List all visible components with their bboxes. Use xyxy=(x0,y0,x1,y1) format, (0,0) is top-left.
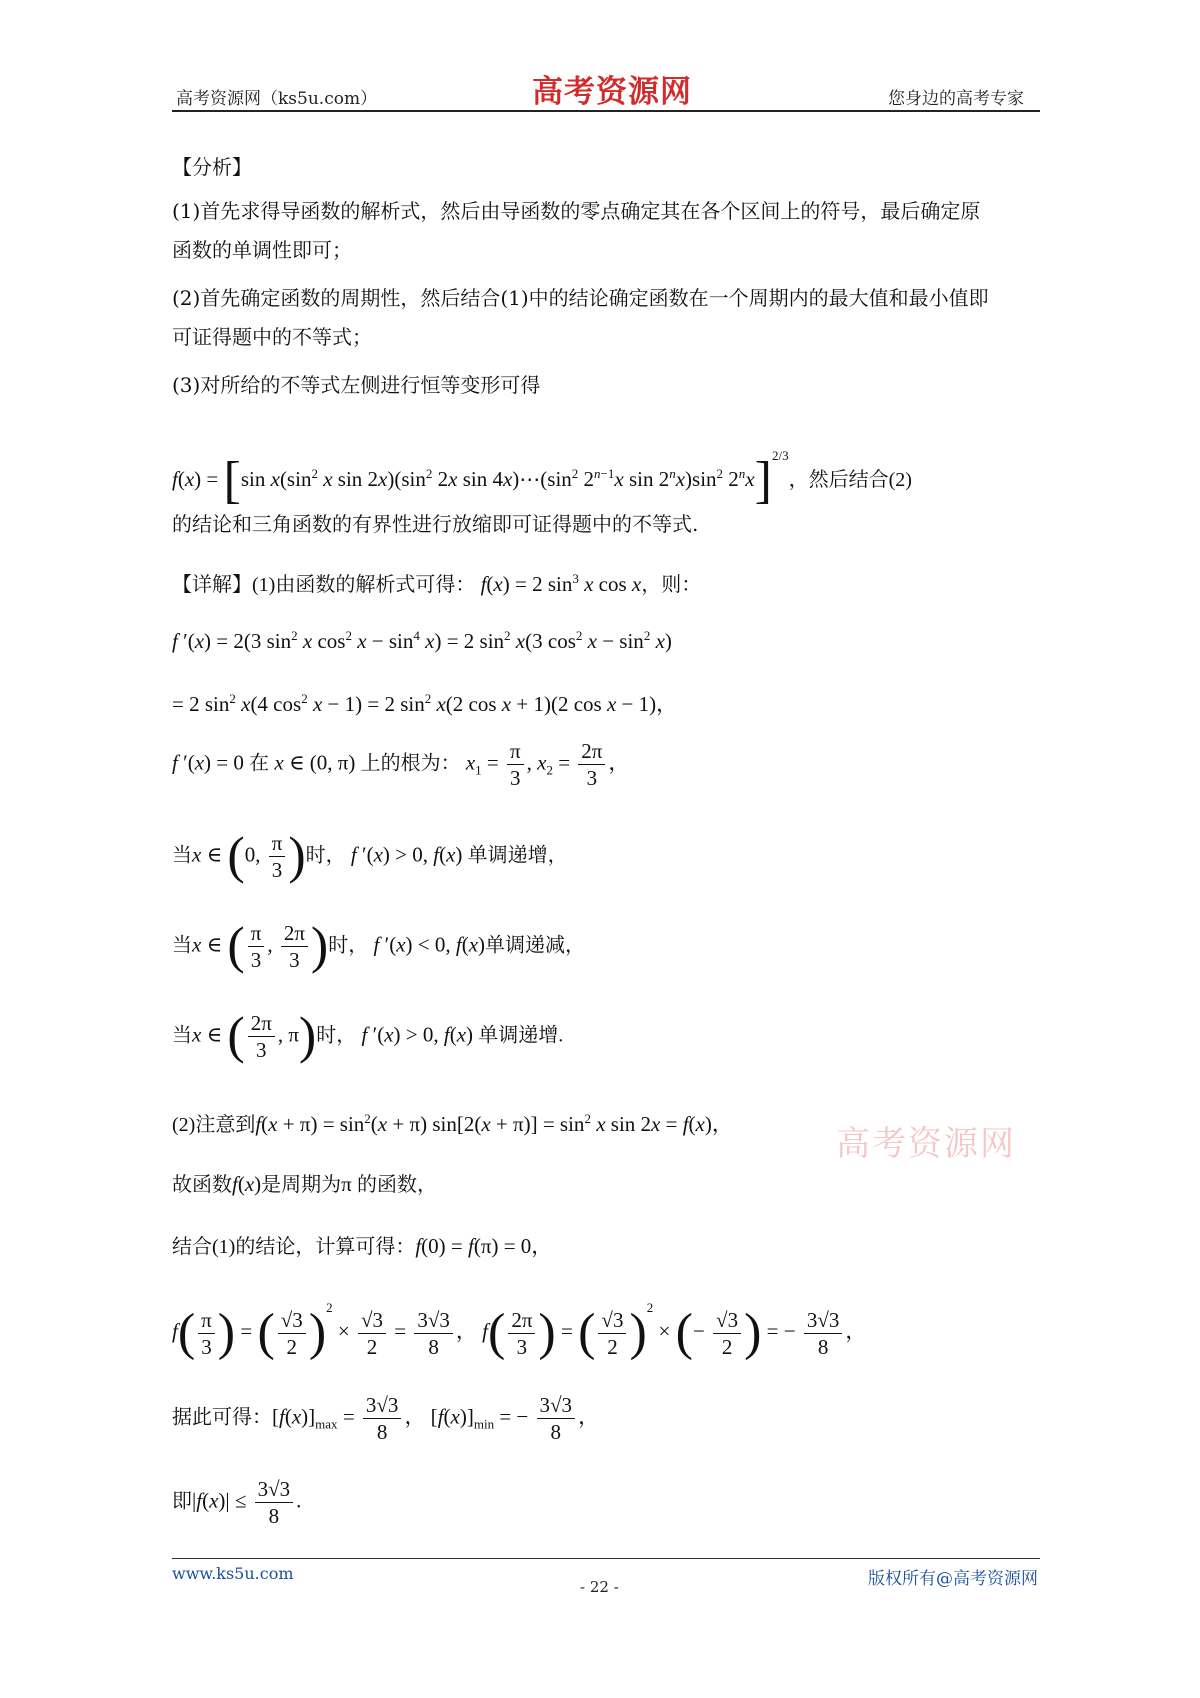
analysis-p1-line1: (1)首先求得导函数的解析式，然后由导函数的零点确定其在各个区间上的符号，最后确定原 xyxy=(172,199,981,223)
watermark: 高考资源网 xyxy=(836,1124,1016,1164)
transformed-inequality: f(x) = [sin $x(\sin^2$ x $\sin 2x)(\sin^2$ 2x $\sin 4x)\cdots(\sin^2$ $2^{n-1}x$ $\sin 2^nx)\sin^2$ 2$^n$x]$^{2/3}$，然后结合(2) xyxy=(172,448,912,510)
derivative-roots: f ′(x) = 0 在 x ∈ (0, π) 上的根为： $x_1$ = $\frac{\pi}{3}$ , $x_2$ = $\frac{2\pi}{3}$ ， xyxy=(172,739,630,790)
header-divider xyxy=(172,110,1040,112)
header-slogan: 您身边的高考专家 xyxy=(888,89,1024,109)
analysis-section xyxy=(172,150,1040,402)
analysis-title: 【分析】 xyxy=(172,155,252,179)
header-logo: 高考资源网 xyxy=(532,74,692,110)
footer-copyright: 版权所有@高考资源网 xyxy=(868,1569,1038,1589)
analysis-p3-after: ，然后结合(2) xyxy=(788,469,912,491)
solution-title: 【详解】 xyxy=(172,574,252,596)
analysis-p3: (3)对所给的不等式左侧进行恒等变形可得 xyxy=(172,373,541,397)
solution-intro: 【详解】(1)由函数的解析式可得： f(x) = 2 $\sin^3 x$ cos x，则： xyxy=(172,571,702,596)
footer-divider xyxy=(172,1558,1040,1559)
max-min-values: 据此可得：$[f(x)]_{max}$ = $\frac{3√3}{8}$ ， $[f(x)]_{min}$ = − $\frac{3√3}{8}$ ， xyxy=(172,1393,600,1444)
derivative-line1: f ′(x) = 2(3 $\sin^2 x$ $\cos^2 x - \sin^4 x) = 2$ $\sin^2 x(3$ $\cos^2 x - \sin^2 x$) xyxy=(172,628,672,653)
derivative-line2: = 2 $\sin^2 x(4$ $\cos^2 x - 1) = 2$ $\sin^2 x(2$ cos x + 1)(2 cos x − 1)， xyxy=(172,691,678,716)
analysis-p1-line2: 函数的单调性即可； xyxy=(172,238,352,262)
analysis-p2-line2: 可证得题中的不等式； xyxy=(172,325,372,349)
analysis-p3-line3: 的结论和三角函数的有界性进行放缩即可证得题中的不等式. xyxy=(172,512,699,536)
extreme-values: f( $\frac{\pi}{3}$ ) = ( $\frac{√3}{2}$ )$^2$ × $\frac{√3}{2}$ = $\frac{3√3}{8}$ ， f( $\frac{2\pi}{3}$ ) = ( $\frac{√3}{2}$ )$^2$ × (− $\frac{√3}{2}$ ) = − $\frac{3√3}{8}$ ， xyxy=(172,1300,867,1362)
page-number: - 22 - xyxy=(580,1578,619,1596)
analysis-p2-line1: (2)首先确定函数的周期性，然后结合(1)中的结论确定函数在一个周期内的最大值和最小值即 xyxy=(172,286,989,310)
footer-website: www.ks5u.com xyxy=(172,1564,294,1583)
interval-1: 当x ∈ (0, $\frac{\pi}{3}$ )时， f ′(x) > 0, f(x) 单调递增， xyxy=(172,827,568,885)
interval-3: 当x ∈ ( $\frac{2\pi}{3}$ , π)时， f ′(x) > 0, f(x) 单调递增. xyxy=(172,1007,564,1065)
interval-2: 当x ∈ ( $\frac{\pi}{3}$ , $\frac{2\pi}{3}$ )时， f ′(x) < 0, f(x)单调递减， xyxy=(172,917,586,975)
header-site-name: 高考资源网（ks5u.com） xyxy=(176,89,378,109)
bound-conclusion: 即|f(x)| ≤ $\frac{3√3}{8}$ . xyxy=(172,1477,302,1528)
endpoint-values: 结合(1)的结论，计算可得：f(0) = f(π) = 0， xyxy=(172,1234,553,1258)
periodicity-conclusion: 故函数f(x)是周期为π 的函数， xyxy=(172,1172,438,1196)
periodicity-equation: (2)注意到$f(x + \pi) = \sin^2(x + \pi) \sin[2(x + \pi)] = \sin^2 x$ sin 2x = f(x)， xyxy=(172,1111,733,1136)
